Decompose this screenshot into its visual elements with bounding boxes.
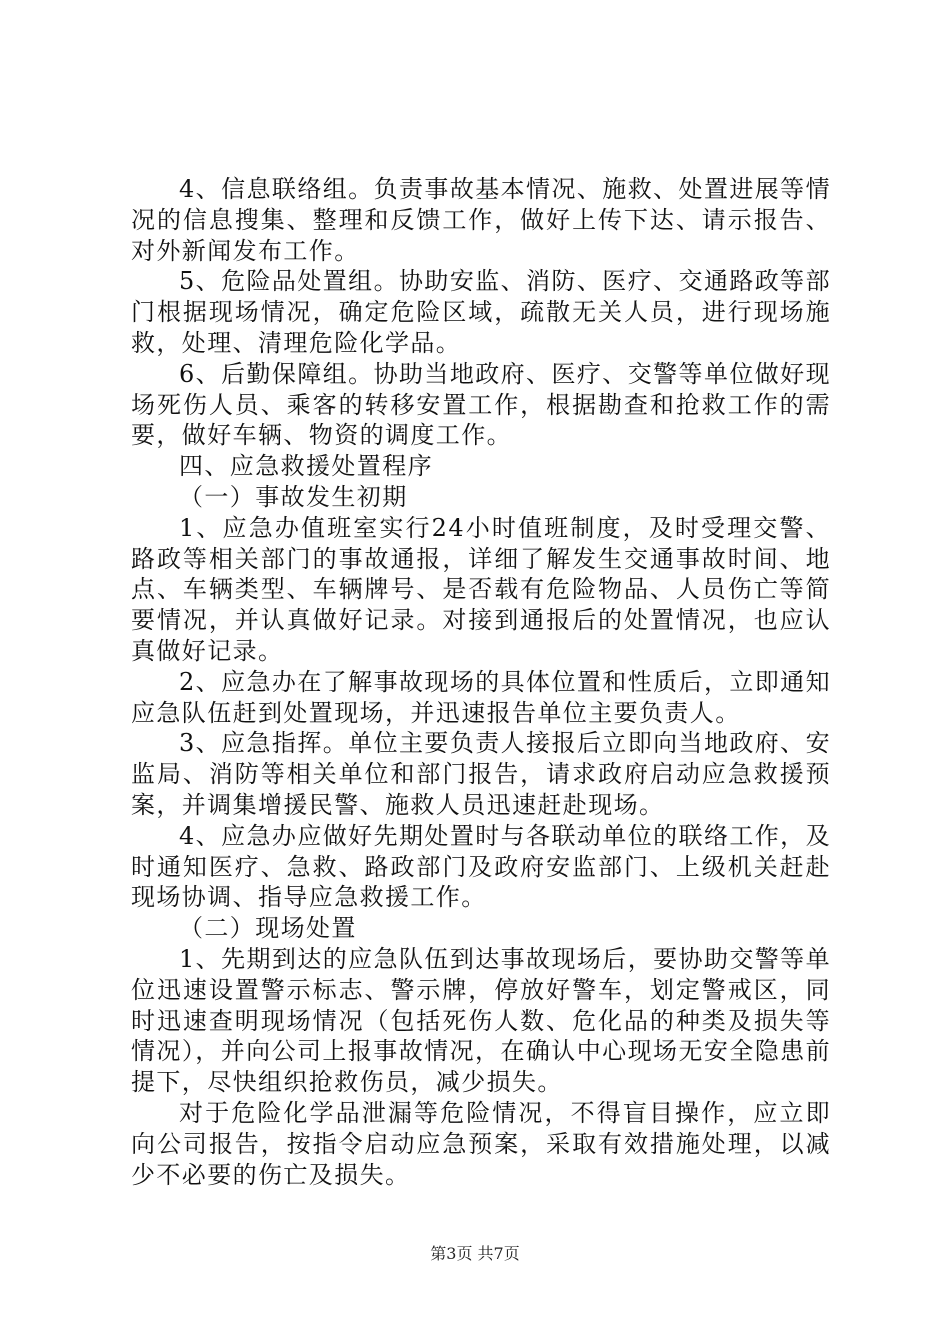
section-heading-emergency-procedure: 四、应急救援处置程序 xyxy=(179,452,433,481)
paragraph-notify-teams: 2、应急办在了解事故现场的具体位置和性质后，立即通知应急队伍赶到处置现场，并迅速报告单位主要负责人。 xyxy=(131,667,831,727)
paragraph-emergency-command: 3、应急指挥。单位主要负责人接报后立即向当地政府、安监局、消防等相关单位和部门报告，请求政府启动应急救援预案，并调集增援民警、施救人员迅速赶赴现场。 xyxy=(131,729,831,819)
paragraph-duty-room: 1、应急办值班室实行24小时值班制度，及时受理交警、路政等相关部门的事故通报，详细了解发生交通事故时间、地点、车辆类型、车辆牌号、是否载有危险物品、人员伤亡等简要情况，并认真做好记录。对接到通报后的处置情况，也应认真做好记录。 xyxy=(131,513,831,665)
subheading-on-site-disposal: （二）现场处置 xyxy=(179,914,357,943)
paragraph-info-liaison-group: 4、信息联络组。负责事故基本情况、施救、处置进展等情况的信息搜集、整理和反馈工作，做好上传下达、请示报告、对外新闻发布工作。 xyxy=(131,175,831,265)
paragraph-first-arrival: 1、先期到达的应急队伍到达事故现场后，要协助交警等单位迅速设置警示标志、警示牌，停放好警车，划定警戒区，同时迅速查明现场情况（包括死伤人数、危化品的种类及损失等情况），并向公司上报事故情况，在确认中心现场无安全隐患前提下，尽快组织抢救伤员，减少损失。 xyxy=(131,944,831,1097)
paragraph-logistics-support-group: 6、后勤保障组。协助当地政府、医疗、交警等单位做好现场死伤人员、乘客的转移安置工作，根据勘查和抢救工作的需要，做好车辆、物资的调度工作。 xyxy=(131,359,831,450)
page-number-footer: 第3页 共7页 xyxy=(430,1244,520,1263)
paragraph-hazmat-leak: 对于危险化学品泄漏等危险情况，不得盲目操作，应立即向公司报告，按指令启动应急预案，采取有效措施处理，以减少不必要的伤亡及损失。 xyxy=(131,1098,831,1189)
paragraph-liaison-work: 4、应急办应做好先期处置时与各联动单位的联络工作，及时通知医疗、急救、路政部门及政府安监部门、上级机关赶赴现场协调、指导应急救援工作。 xyxy=(131,821,831,912)
subheading-initial-stage: （一）事故发生初期 xyxy=(179,482,408,511)
document-body xyxy=(131,174,831,1190)
paragraph-hazmat-disposal-group: 5、危险品处置组。协助安监、消防、医疗、交通路政等部门根据现场情况，确定危险区域，疏散无关人员，进行现场施救，处理、清理危险化学品。 xyxy=(131,267,831,357)
